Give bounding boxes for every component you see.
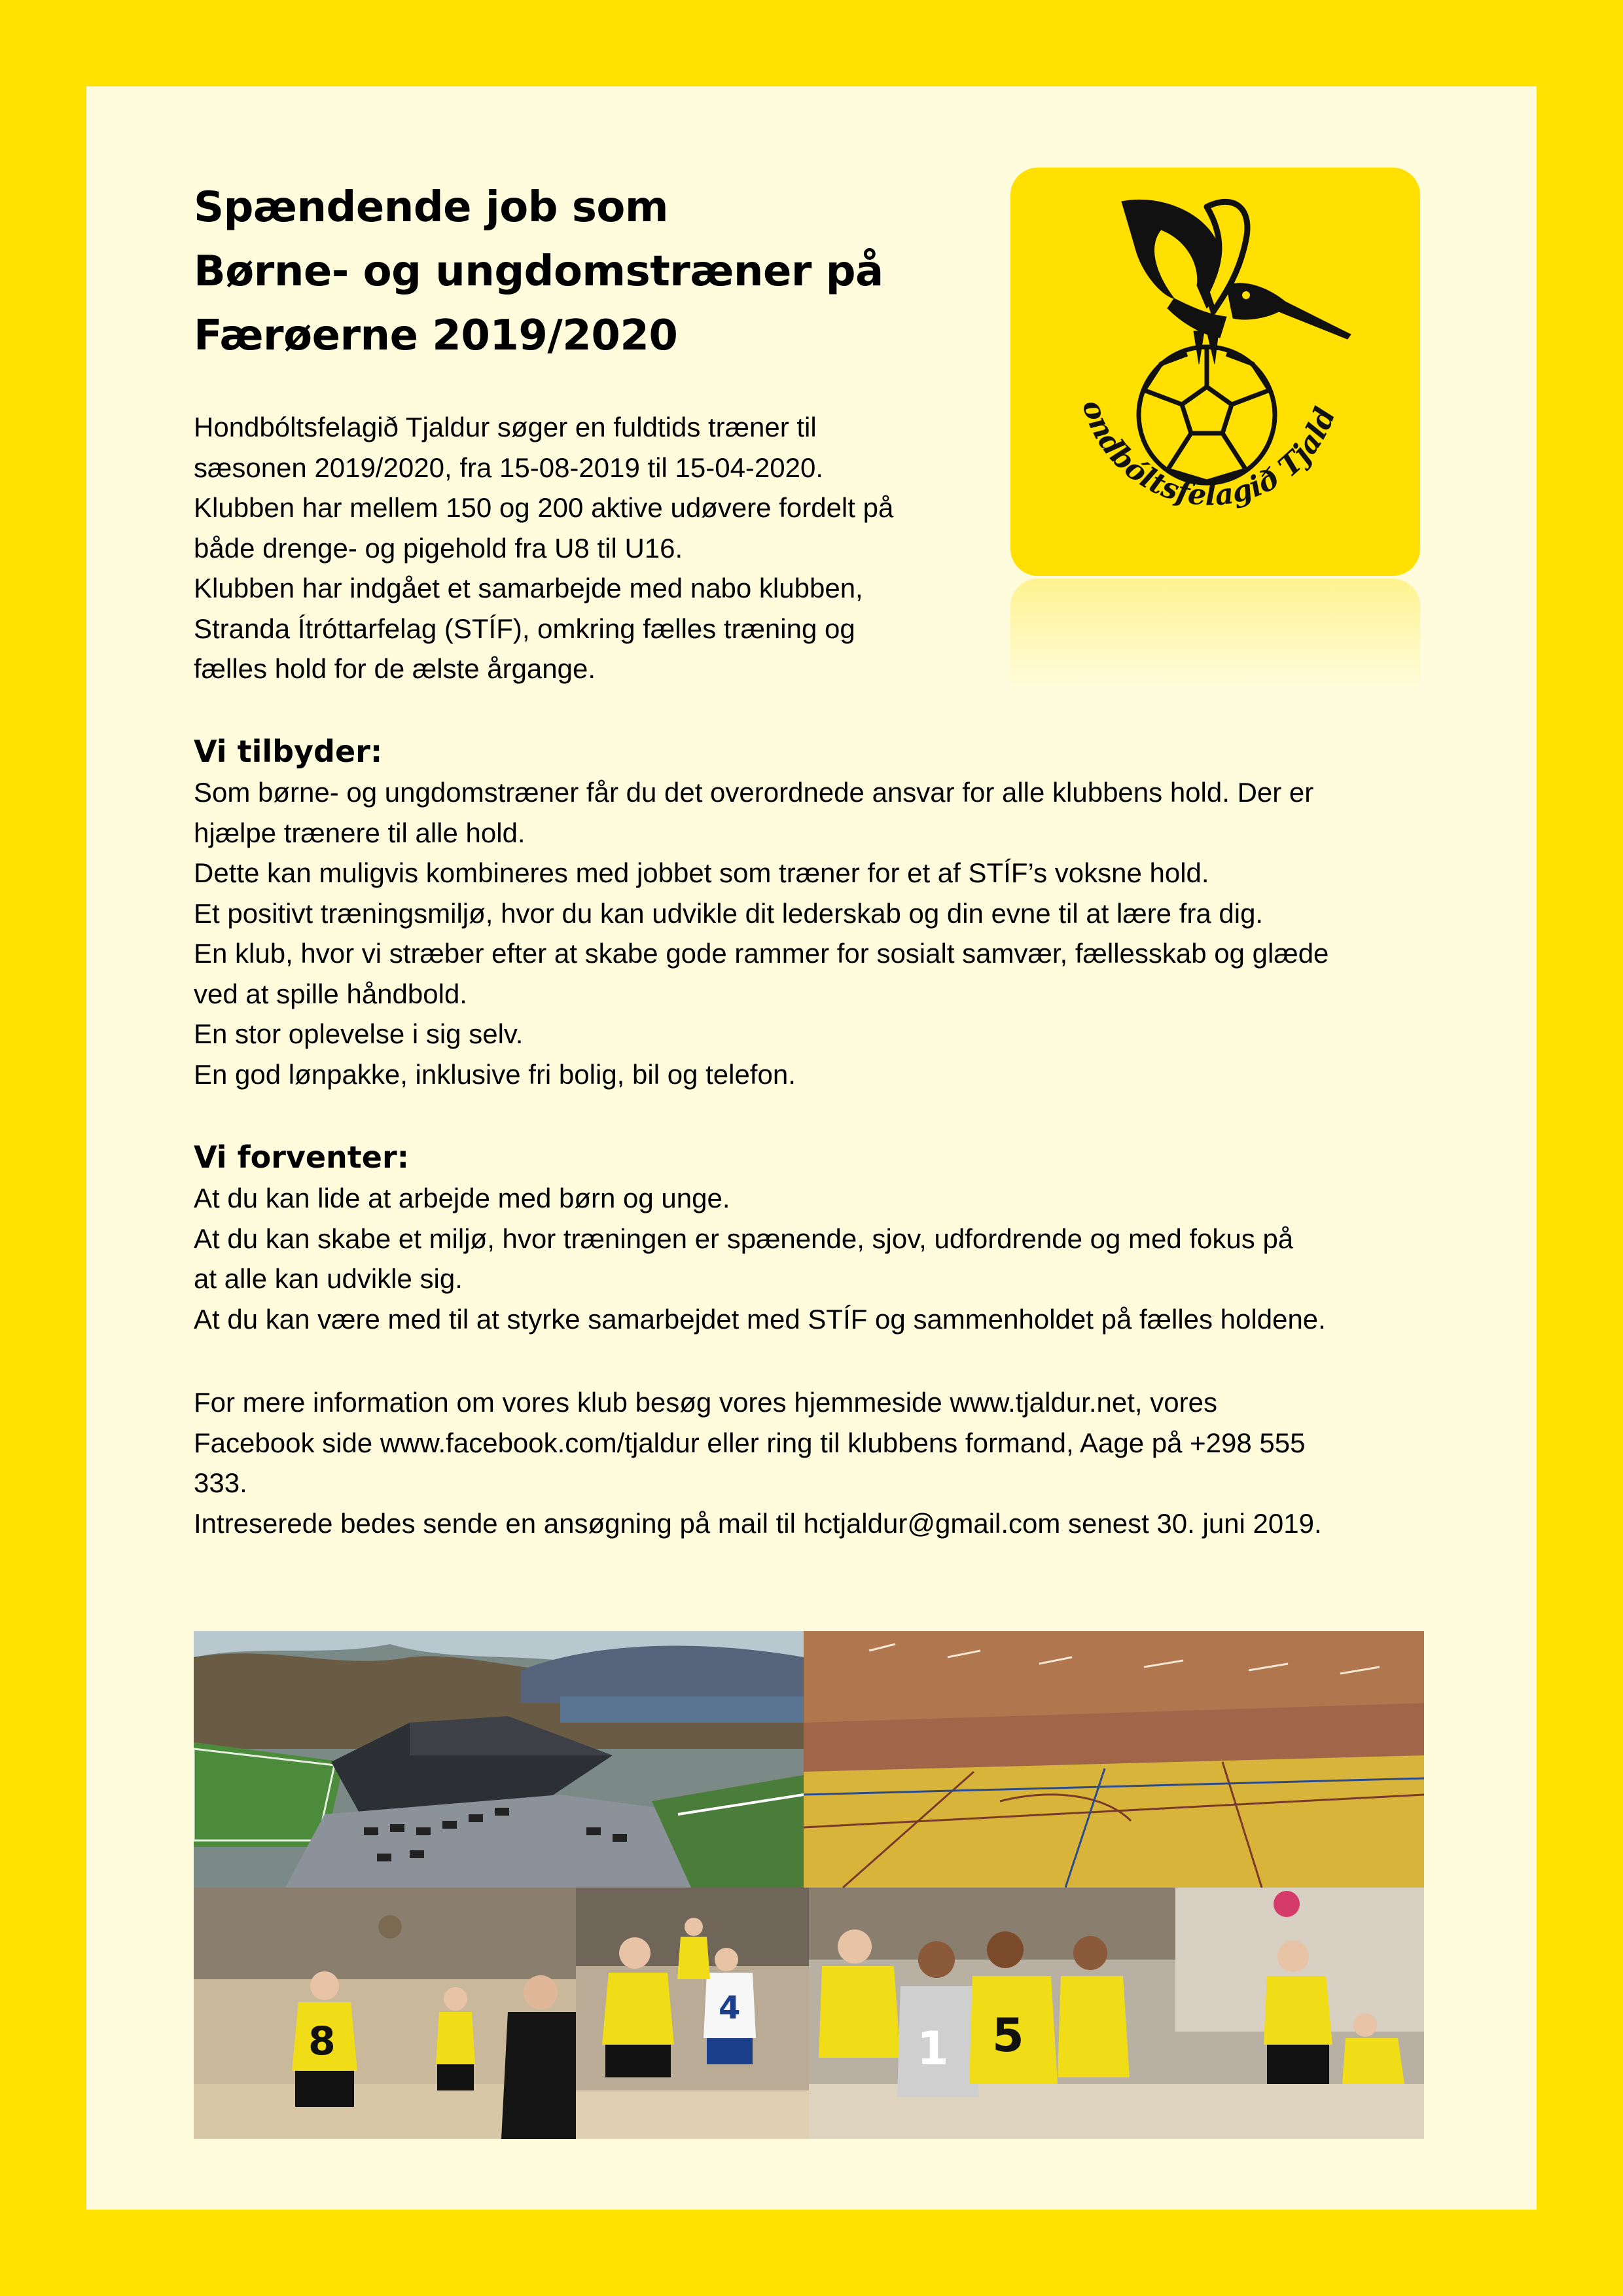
- contact-line: Intreserede bedes sende en ansøgning på mail til hctjaldur@gmail.com senest 30. juni 2019.: [194, 1507, 1322, 1539]
- expect-heading: Vi forventer:: [194, 1139, 410, 1175]
- contact-line: 333.: [194, 1467, 247, 1498]
- jersey-number: 5: [992, 2009, 1024, 2062]
- contact-line: For mere information om vores klub besøg vores hjemmeside www.tjaldur.net, vores: [194, 1387, 1217, 1418]
- photo-boys-match: [576, 1888, 809, 2139]
- jersey-number: 8: [308, 2018, 336, 2064]
- expect-line: At du kan lide at arbejde med børn og unge.: [194, 1183, 730, 1213]
- intro-line: Klubben har mellem 150 og 200 aktive udøvere fordelt på: [194, 492, 894, 523]
- title-line: Færøerne 2019/2020: [194, 312, 678, 360]
- offer-line: Et positivt træningsmiljø, hvor du kan udvikle dit lederskab og din evne til at lære fra dig.: [194, 897, 1264, 929]
- photo-indoor-court: [804, 1631, 1424, 1888]
- expect-section: [194, 1136, 1489, 1339]
- offer-section: [194, 730, 1489, 1094]
- tjaldur-logo-icon: [1010, 168, 1420, 576]
- intro-line: Stranda Ítróttarfelag (STÍF), omkring fælles træning og: [194, 613, 855, 644]
- jersey-number: 1: [917, 2022, 949, 2075]
- photo-girls-team: [809, 1888, 1424, 2139]
- photo-boys-training: [194, 1888, 576, 2139]
- photo-collage: [194, 1631, 1424, 2139]
- logo-reflection: [1010, 579, 1420, 690]
- photo-sports-hall-aerial: [194, 1631, 804, 1888]
- contact-line: Facebook side www.facebook.com/tjaldur eller ring til klubbens formand, Aage på +298 555: [194, 1427, 1306, 1458]
- flyer-page: [86, 86, 1537, 2210]
- contact-section: [194, 1382, 1489, 1543]
- offer-line: En stor oplevelse i sig selv.: [194, 1018, 524, 1049]
- offer-line: ved at spille håndbold.: [194, 978, 467, 1009]
- offer-line: En klub, hvor vi stræber efter at skabe gode rammer for sosialt samvær, fællesskab og glæde: [194, 938, 1329, 969]
- intro-line: sæsonen 2019/2020, fra 15-08-2019 til 15-04-2020.: [194, 452, 824, 483]
- expect-line: At du kan være med til at styrke samarbejdet med STÍF og sammenholdet på fælles holdene.: [194, 1303, 1326, 1335]
- jersey-number: 4: [719, 1990, 741, 2026]
- intro-line: Hondbóltsfelagið Tjaldur søger en fuldtids træner til: [194, 412, 817, 442]
- expect-line: At du kan skabe et miljø, hvor træningen er spænende, sjov, udfordrende og med fokus på: [194, 1223, 1294, 1254]
- offer-line: Dette kan muligvis kombineres med jobbet som træner for et af STÍF’s voksne hold.: [194, 857, 1209, 888]
- offer-heading: Vi tilbyder:: [194, 734, 383, 769]
- intro-paragraph: [194, 407, 979, 689]
- offer-line: En god lønpakke, inklusive fri bolig, bil og telefon.: [194, 1058, 796, 1090]
- title-line: Spændende job som: [194, 183, 669, 232]
- offer-line: hjælpe trænere til alle hold.: [194, 817, 526, 848]
- expect-line: at alle kan udvikle sig.: [194, 1263, 463, 1294]
- intro-line: fælles hold for de ælste årgange.: [194, 653, 596, 684]
- club-logo: [1010, 168, 1420, 576]
- logo-text: ondbóltsfelagið Tjald: [1075, 396, 1343, 512]
- intro-line: Klubben har indgået et samarbejde med nabo klubben,: [194, 573, 863, 603]
- offer-line: Som børne- og ungdomstræner får du det overordnede ansvar for alle klubbens hold. Der er: [194, 777, 1314, 808]
- intro-line: både drenge- og pigehold fra U8 til U16.: [194, 532, 683, 564]
- title-line: Børne- og ungdomstræner på: [194, 247, 883, 296]
